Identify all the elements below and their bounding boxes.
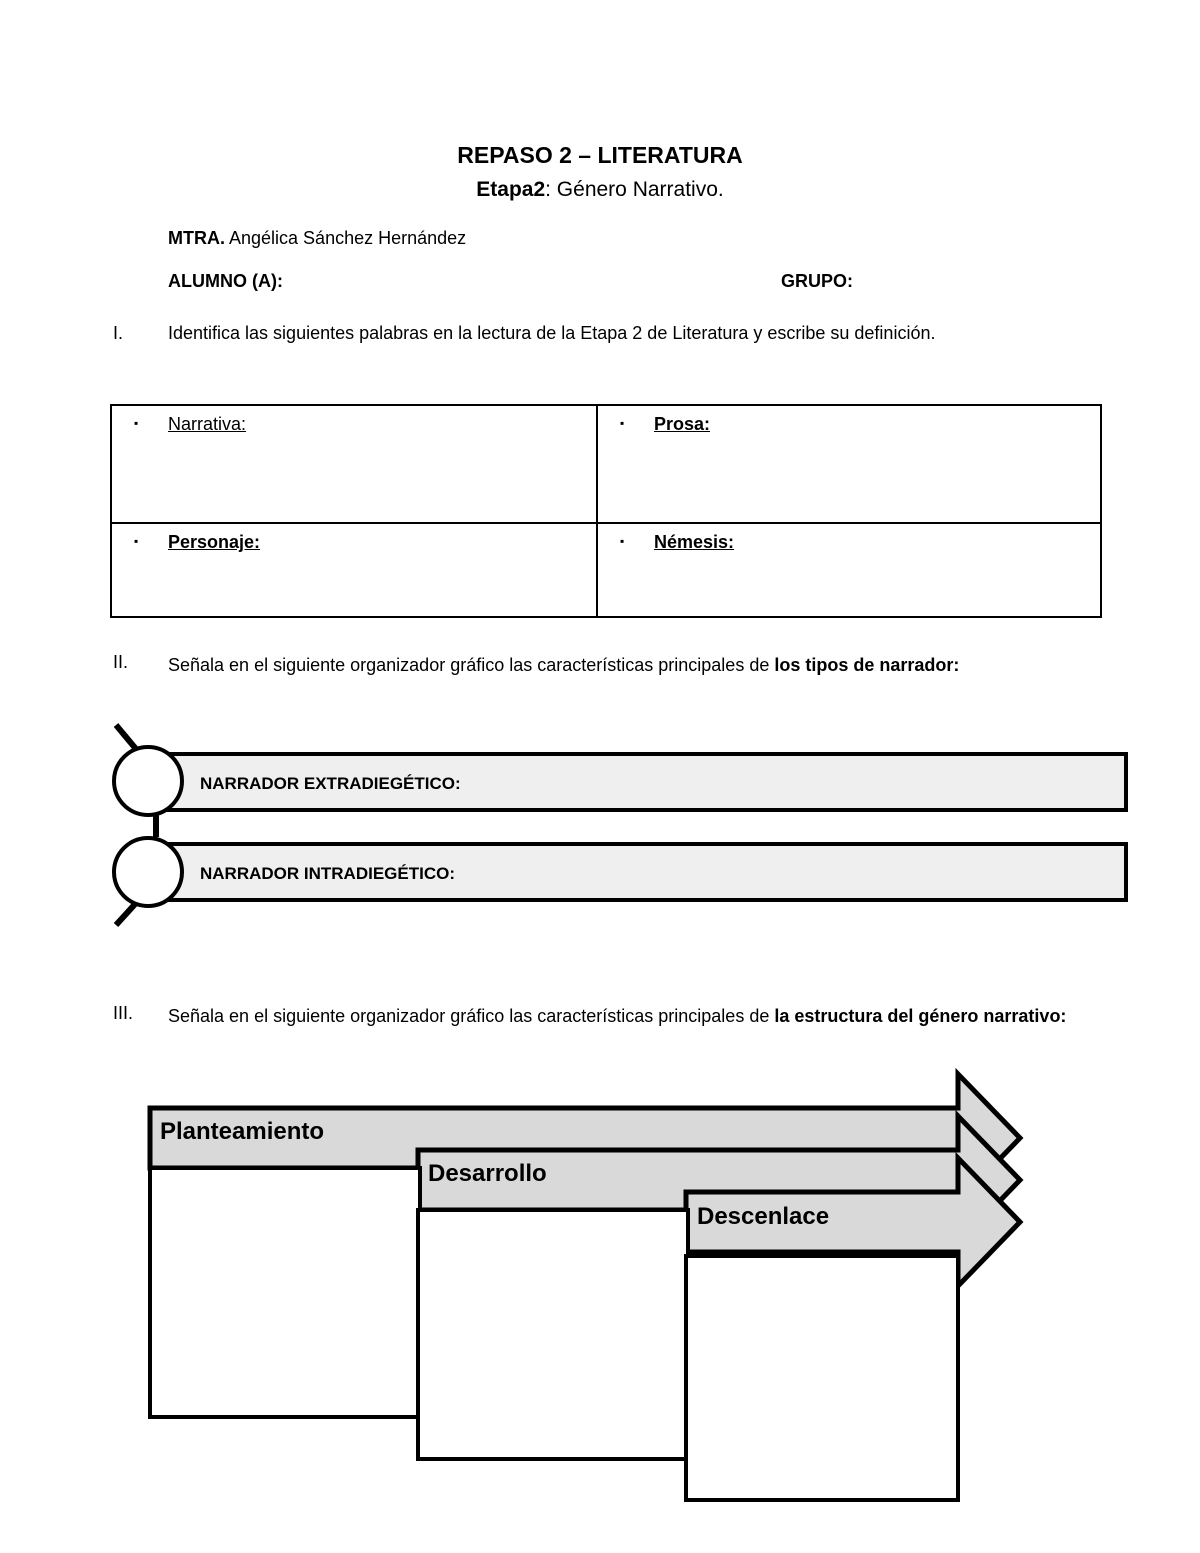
section3-numeral: III. xyxy=(113,1003,134,1023)
narrator-bar-intradiegetic[interactable] xyxy=(150,842,1128,902)
stage-box-descenlace[interactable] xyxy=(684,1254,960,1502)
stage-label-descenlace: Descenlace xyxy=(697,1203,830,1230)
section2-instruction-emphasis: los tipos de narrador: xyxy=(774,655,960,675)
section3-instruction-text: Señala en el siguiente organizador gráfico las características principales de xyxy=(168,1006,775,1026)
student-label: ALUMNO (A): xyxy=(168,271,283,291)
term-label: Prosa: xyxy=(654,414,711,434)
section1-numeral: I. xyxy=(113,323,124,343)
section3-instruction xyxy=(168,1003,1098,1029)
narrator-label: NARRADOR INTRADIEGÉTICO: xyxy=(200,864,455,883)
subtitle-topic: : Género Narrativo. xyxy=(545,178,724,201)
bullet-icon: ▪ xyxy=(620,416,625,430)
stage-label-desarrollo: Desarrollo xyxy=(428,1160,547,1187)
term-label: Némesis: xyxy=(654,532,735,552)
stage-label-planteamiento: Planteamiento xyxy=(160,1118,325,1145)
narrator-circle-intradiegetic xyxy=(112,836,184,908)
page-subtitle xyxy=(0,178,1200,202)
stage-box-planteamiento[interactable] xyxy=(148,1166,422,1419)
connector-bottom-stroke xyxy=(116,903,136,925)
connector-top-stroke xyxy=(116,725,136,749)
stage-box-desarrollo[interactable] xyxy=(416,1208,690,1461)
term-label: Personaje: xyxy=(168,532,261,552)
teacher-name: Angélica Sánchez Hernández xyxy=(225,228,467,248)
section2-numeral: II. xyxy=(113,652,129,672)
definition-cell-personaje[interactable] xyxy=(111,523,597,617)
section1-instruction: Identifica las siguientes palabras en la lectura de la Etapa 2 de Literatura y escribe su definición. xyxy=(168,323,936,343)
teacher-label: MTRA. xyxy=(168,228,225,248)
narrator-bar-extradiegetic[interactable] xyxy=(150,752,1128,812)
definition-cell-nemesis[interactable] xyxy=(597,523,1101,617)
subtitle-stage: Etapa2 xyxy=(476,178,546,201)
section2-instruction-text: Señala en el siguiente organizador gráfico las características principales de xyxy=(168,655,775,675)
teacher-line xyxy=(168,228,466,249)
group-label: GRUPO: xyxy=(781,271,853,291)
definition-cell-narrativa[interactable] xyxy=(111,405,597,523)
narrator-label: NARRADOR EXTRADIEGÉTICO: xyxy=(200,774,461,793)
term-label: Narrativa: xyxy=(168,414,247,434)
bullet-icon: ▪ xyxy=(620,534,625,548)
narrator-circle-extradiegetic xyxy=(112,745,184,817)
definitions-table xyxy=(110,404,1102,618)
bullet-icon: ▪ xyxy=(134,416,139,430)
section3-instruction-emphasis: la estructura del género narrativo: xyxy=(774,1006,1067,1026)
definition-cell-prosa[interactable] xyxy=(597,405,1101,523)
section2-instruction xyxy=(168,652,1098,678)
bullet-icon: ▪ xyxy=(134,534,139,548)
page-title: REPASO 2 – LITERATURA xyxy=(457,142,743,168)
